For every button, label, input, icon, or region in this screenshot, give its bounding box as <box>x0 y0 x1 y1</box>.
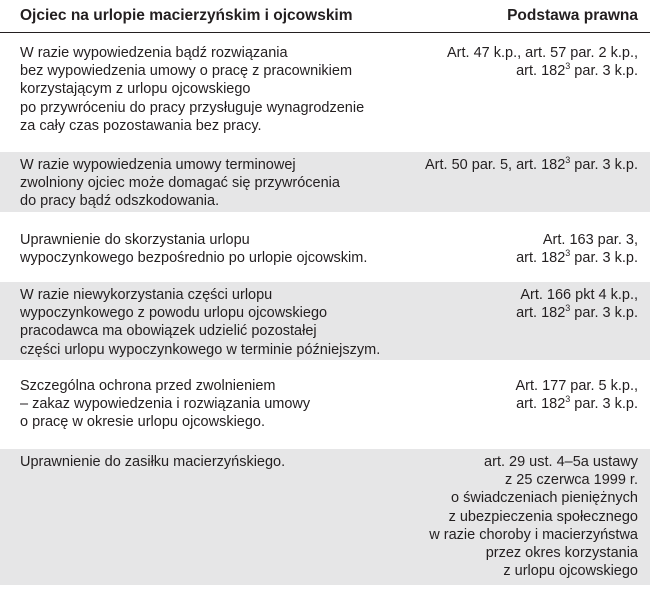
row-legal-basis <box>388 156 638 174</box>
legal-basis-superscript: 3 <box>565 248 571 259</box>
row-legal-basis <box>388 231 638 267</box>
legal-basis-line <box>388 377 638 395</box>
legal-basis-line <box>388 286 638 304</box>
legal-basis-text: par. 3 k.p. <box>570 157 638 173</box>
legal-basis-text: o świadczeniach pieniężnych <box>451 490 638 507</box>
table-row <box>0 282 650 360</box>
legal-basis-text: par. 3 k.p. <box>570 396 638 413</box>
legal-basis-line <box>388 544 638 562</box>
table-row <box>0 152 650 212</box>
legal-basis-text: z 25 czerwca 1999 r. <box>505 472 638 489</box>
legal-basis-line <box>388 471 638 489</box>
row-description: Szczególna ochrona przed zwolnieniem – zakaz wypowiedzenia i rozwiązania umowy o pracę w okresie urlopu ojcowskiego. <box>20 378 311 431</box>
row-description: W razie niewykorzystania części urlopu wypoczynkowego z powodu urlopu ojcowskiego pracodawca ma obowiązek udzielić pozostałej części urlopu wypoczynkowego w terminie późniejszym. <box>20 287 381 358</box>
row-description: W razie wypowiedzenia umowy terminowej zwolniony ojciec może domagać się przywrócenia do pracy bądź odszkodowania. <box>20 157 340 210</box>
legal-basis-line <box>388 231 638 249</box>
row-description: Uprawnienie do skorzystania urlopu wypoczynkowego bezpośrednio po urlopie ojcowskim. <box>20 232 368 267</box>
table-row <box>0 373 650 437</box>
row-description: Uprawnienie do zasiłku macierzyńskiego. <box>20 454 286 470</box>
legal-basis-line <box>388 249 638 267</box>
legal-basis-text: z ubezpieczenia społecznego <box>448 508 638 525</box>
legal-basis-text: Art. 166 pkt 4 k.p., <box>520 287 638 303</box>
legal-basis-text: art. 182 <box>516 63 566 80</box>
legal-basis-superscript: 3 <box>565 394 571 405</box>
header-legal-basis: Podstawa prawna <box>507 7 638 24</box>
legal-basis-line <box>388 489 638 507</box>
table-row <box>0 40 650 136</box>
legal-basis-text: par. 3 k.p. <box>570 250 638 267</box>
legal-basis-text: par. 3 k.p. <box>570 305 638 322</box>
legal-basis-line <box>388 156 638 174</box>
legal-basis-text: art. 29 ust. 4–5a ustawy <box>484 454 638 470</box>
legal-basis-line <box>388 508 638 526</box>
legal-basis-text: art. 182 <box>516 305 566 322</box>
row-description: W razie wypowiedzenia bądź rozwiązania bez wypowiedzenia umowy o pracę z pracownikiem korzystającym z urlopu ojcowskiego po przywróceniu do pracy przysługuje wynagrodzenie za cały czas pozostawania bez pracy. <box>20 45 365 134</box>
row-legal-basis <box>388 286 638 322</box>
legal-basis-text: art. 182 <box>516 250 566 267</box>
table-row <box>0 449 650 585</box>
legal-basis-text: w razie choroby i macierzyństwa <box>429 526 638 543</box>
legal-basis-text: Art. 163 par. 3, <box>542 232 638 248</box>
legal-basis-text: z urlopu ojcowskiego <box>503 563 638 580</box>
legal-basis-superscript: 3 <box>565 155 571 165</box>
row-legal-basis <box>388 453 638 580</box>
row-legal-basis <box>388 44 638 80</box>
legal-basis-text: Art. 177 par. 5 k.p., <box>515 378 638 394</box>
legal-basis-line <box>388 44 638 62</box>
table-row <box>0 227 650 271</box>
legal-basis-line <box>388 62 638 80</box>
legal-basis-text: Art. 50 par. 5, art. 182 <box>425 157 566 173</box>
legal-basis-text: przez okres korzystania <box>485 545 638 562</box>
table-header <box>0 0 650 33</box>
legal-basis-line <box>388 562 638 580</box>
legal-basis-line <box>388 395 638 413</box>
header-title: Ojciec na urlopie macierzyńskim i ojcowskim <box>20 7 353 24</box>
legal-basis-line <box>388 304 638 322</box>
legal-basis-text: art. 182 <box>516 396 566 413</box>
legal-basis-superscript: 3 <box>565 303 571 314</box>
legal-basis-text: Art. 47 k.p., art. 57 par. 2 k.p., <box>446 45 638 61</box>
legal-basis-text: par. 3 k.p. <box>570 63 638 80</box>
row-legal-basis <box>388 377 638 413</box>
legal-basis-line <box>388 453 638 471</box>
legal-basis-line <box>388 526 638 544</box>
legal-basis-superscript: 3 <box>565 61 571 72</box>
